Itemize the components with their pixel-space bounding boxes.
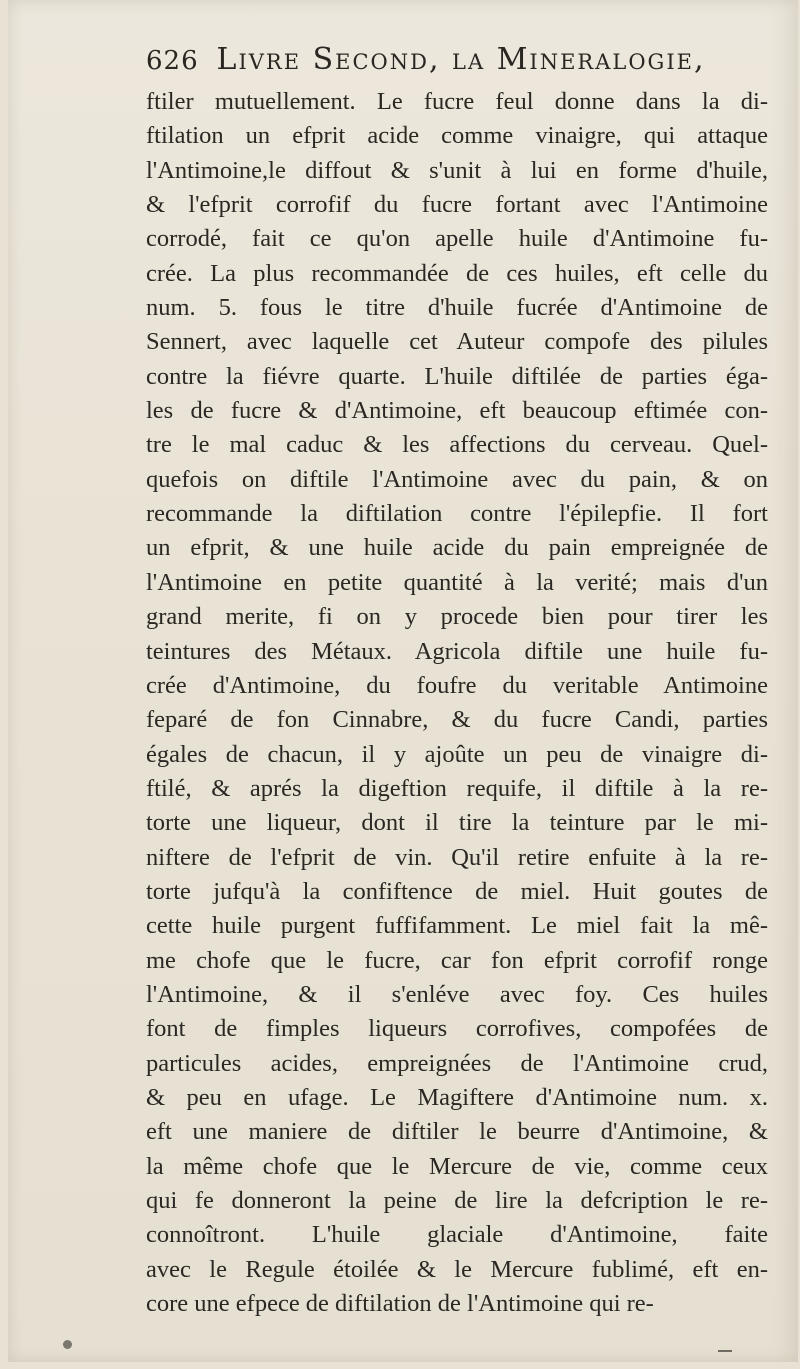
text-line: connoîtront. L'huile glaciale d'Antimoine, faite xyxy=(146,1221,768,1249)
text-line: cette huile purgent fuffifamment. Le miel fait la mê- xyxy=(146,912,768,940)
text-line: qui fe donneront la peine de lire la defcription le re- xyxy=(146,1187,768,1214)
running-title: Livre Second, la Mineralogie, xyxy=(216,42,706,77)
text-line: font de fimples liqueurs corrofives, compofées de xyxy=(146,1015,768,1043)
text-line: niftere de l'efprit de vin. Qu'il retire enfuite à la re- xyxy=(146,843,768,871)
text-line: feparé de fon Cinnabre, & du fucre Candi, parties xyxy=(146,706,768,734)
ink-dash xyxy=(718,1350,732,1352)
text-line: torte jufqu'à la confiftence de miel. Huit goutes de xyxy=(146,877,768,905)
text-line: eft une maniere de diftiler le beurre d'Antimoine, & xyxy=(146,1118,768,1146)
text-line: grand merite, fi on y procede bien pour tirer les xyxy=(146,603,768,631)
text-line: quefois on diftile l'Antimoine avec du pain, & on xyxy=(146,465,768,493)
text-line: teintures des Métaux. Agricola diftile une huile fu- xyxy=(146,637,768,665)
text-line: l'Antimoine,le diffout & s'unit à lui en forme d'huile, xyxy=(146,156,768,184)
text-line: particules acides, empreignées de l'Antimoine crud, xyxy=(146,1049,768,1077)
text-line: la même chofe que le Mercure de vie, comme ceux xyxy=(146,1152,768,1180)
text-line: les de fucre & d'Antimoine, eft beaucoup eftimée con- xyxy=(146,397,768,425)
text-line: avec le Regule étoilée & le Mercure fublimé, eft en- xyxy=(146,1255,768,1283)
text-line: core une efpece de diftilation de l'Antimoine qui re- xyxy=(146,1290,654,1318)
text-line: corrodé, fait ce qu'on apelle huile d'Antimoine fu- xyxy=(146,225,768,253)
ink-spot xyxy=(63,1340,72,1349)
text-line: égales de chacun, il y ajoûte un peu de vinaigre di- xyxy=(146,740,768,768)
text-line: ftilation un efprit acide comme vinaigre, qui attaque xyxy=(146,122,768,150)
text-line: contre la fiévre quarte. L'huile diftilée de parties éga- xyxy=(146,362,768,390)
body-text xyxy=(146,85,768,1321)
page-number: 626 xyxy=(146,46,199,76)
text-line: tre le mal caduc & les affections du cerveau. Quel- xyxy=(146,431,768,459)
text-line: crée. La plus recommandée de ces huiles, eft celle du xyxy=(146,259,768,287)
text-line: l'Antimoine en petite quantité à la verité; mais d'un xyxy=(146,568,768,596)
text-line: & l'efprit corrofif du fucre fortant avec l'Antimoine xyxy=(146,191,768,219)
text-line: me chofe que le fucre, car fon efprit corrofif ronge xyxy=(146,946,768,974)
text-line: & peu en ufage. Le Magiftere d'Antimoine num. x. xyxy=(146,1083,768,1111)
text-line: ftiler mutuellement. Le fucre feul donne dans la di- xyxy=(146,88,768,115)
text-line: crée d'Antimoine, du foufre du veritable Antimoine xyxy=(146,671,768,699)
text-line: ftilé, & aprés la digeftion requife, il diftile à la re- xyxy=(146,774,768,802)
page-header xyxy=(146,40,768,81)
text-line: torte une liqueur, dont il tire la teinture par le mi- xyxy=(146,809,768,837)
text-line: l'Antimoine, & il s'enléve avec foy. Ces huiles xyxy=(146,980,768,1008)
text-line: recommande la diftilation contre l'épilepfie. Il fort xyxy=(146,500,768,528)
text-line: num. 5. fous le titre d'huile fucrée d'Antimoine de xyxy=(146,294,768,322)
text-line: un efprit, & une huile acide du pain empreignée de xyxy=(146,534,768,562)
text-line: Sennert, avec laquelle cet Auteur compofe des pilules xyxy=(146,328,768,356)
